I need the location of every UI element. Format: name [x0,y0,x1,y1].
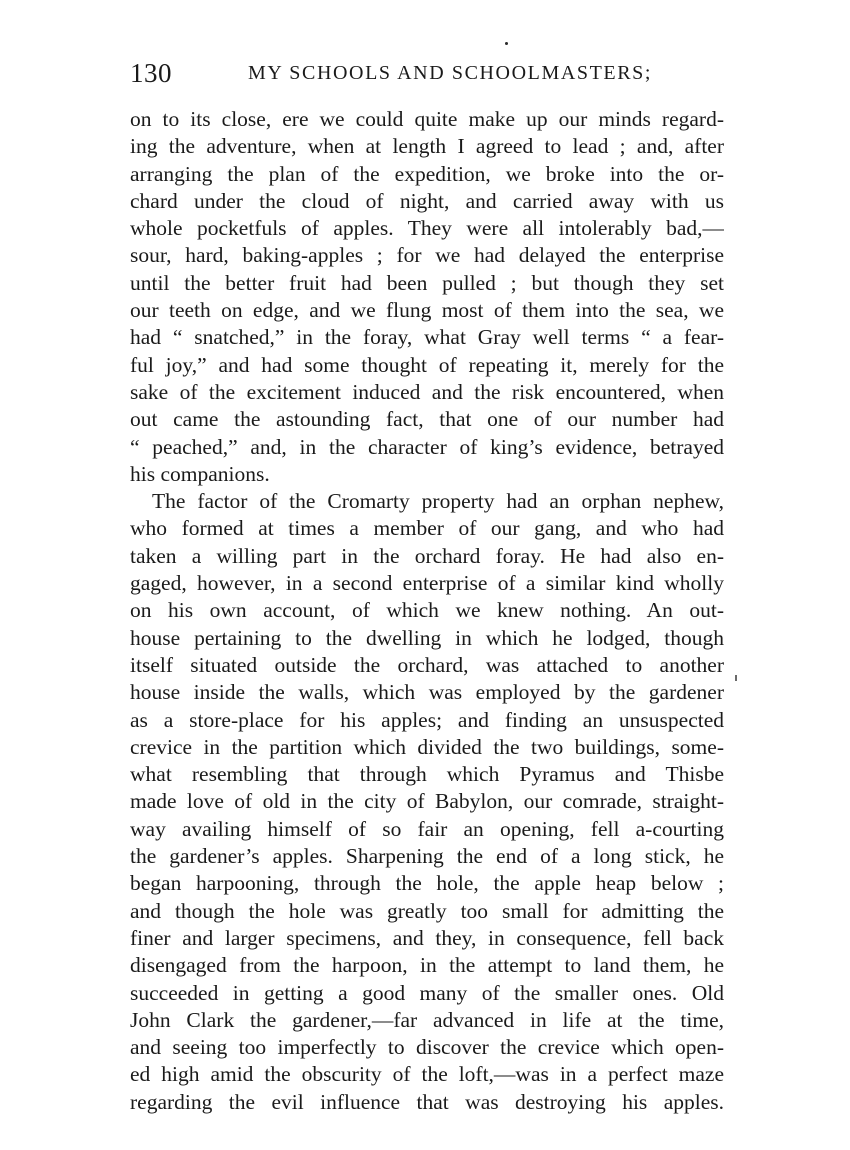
text-line: ful joy,” and had some thought of repeating it, merely for the [130,352,724,377]
text-line: what resembling that through which Pyramus and Thisbe [130,762,724,787]
page-header [130,58,730,94]
text-line: taken a willing part in the orchard foray. He had also en- [130,543,724,568]
text-line: whole pocketfuls of apples. They were all intolerably bad,— [130,216,724,241]
text-line: disengaged from the harpoon, in the attempt to land them, he [130,953,724,978]
text-line: gaged, however, in a second enterprise of a similar kind wholly [130,571,724,596]
text-line: arranging the plan of the expedition, we broke into the or- [130,161,724,186]
text-line: The factor of the Cromarty property had an orphan nephew, [152,489,724,514]
text-line: ed high amid the obscurity of the loft,—was in a perfect maze [130,1062,724,1087]
text-line: and though the hole was greatly too small for admitting the [130,898,724,923]
text-line: our teeth on edge, and we flung most of them into the sea, we [130,298,724,323]
text-line: sake of the excitement induced and the risk encountered, when [130,379,724,404]
text-line: “ peached,” and, in the character of king’s evidence, betrayed [130,434,724,459]
text-line: who formed at times a member of our gang, and who had [130,516,724,541]
text-line: succeeded in getting a good many of the smaller ones. Old [130,980,724,1005]
text-line: chard under the cloud of night, and carried away with us [130,188,724,213]
text-line: until the better fruit had been pulled ; but though they set [130,270,724,295]
paragraph-1 [130,106,724,488]
running-head: MY SCHOOLS AND SCHOOLMASTERS; [248,62,653,84]
text-line: regarding the evil influence that was destroying his apples. [130,1089,724,1114]
page-number: 130 [130,58,172,88]
body-text [130,106,724,1116]
text-line: crevice in the partition which divided the two buildings, some- [130,734,724,759]
text-line: as a store-place for his apples; and finding an unsuspected [130,707,724,732]
text-line: way availing himself of so fair an opening, fell a-courting [130,816,724,841]
text-line: on his own account, of which we knew nothing. An out- [130,598,724,623]
text-line: finer and larger specimens, and they, in consequence, fell back [130,925,724,950]
text-line: out came the astounding fact, that one of our number had [130,407,724,432]
text-line: John Clark the gardener,—far advanced in life at the time, [130,1007,724,1032]
text-line: had “ snatched,” in the foray, what Gray well terms “ a fear- [130,325,724,350]
text-line: began harpooning, through the hole, the apple heap below ; [130,871,724,896]
text-line: house pertaining to the dwelling in which he lodged, though [130,625,724,650]
text-line: his companions. [130,461,270,486]
text-line: house inside the walls, which was employed by the gardener [130,680,724,705]
text-line: the gardener’s apples. Sharpening the end of a long stick, he [130,844,724,869]
text-line: on to its close, ere we could quite make up our minds regard- [130,107,724,131]
print-speck [735,675,737,681]
text-line: ing the adventure, when at length I agreed to lead ; and, after [130,134,724,159]
text-line: sour, hard, baking-apples ; for we had delayed the enterprise [130,243,724,268]
paragraph-2 [130,488,724,1116]
text-line: itself situated outside the orchard, was attached to another [130,652,724,677]
print-speck [505,42,508,45]
text-line: and seeing too imperfectly to discover the crevice which open- [130,1035,724,1060]
text-line: made love of old in the city of Babylon, our comrade, straight- [130,789,724,814]
